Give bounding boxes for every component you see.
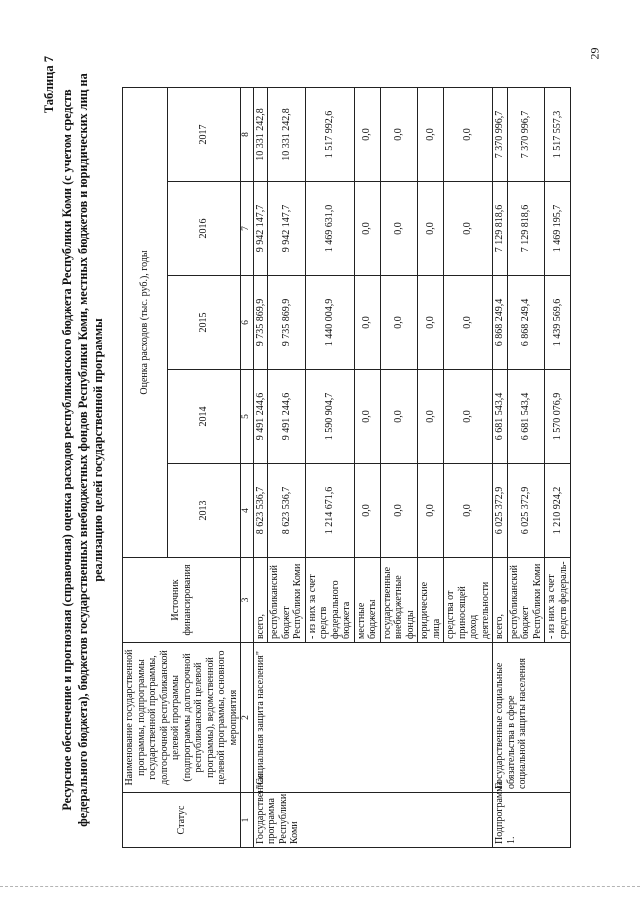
value-cell: 6 868 249,4 [507,276,545,370]
value-cell: 9 735 869,9 [268,276,306,370]
column-index: 3 [241,558,254,643]
status-cell: Подпрограмма 1. [493,793,571,848]
value-cell: 0,0 [418,87,444,181]
value-cell: 9 491 244,6 [268,370,306,464]
program-name-cell: Государственные социальные обязательства в сфере социальной защиты населения [493,643,571,793]
column-index: 5 [241,370,254,464]
value-cell: 6 025 372,9 [493,464,508,558]
value-cell: 0,0 [444,276,493,370]
source-cell: всего, [253,558,268,643]
value-cell: 0,0 [380,182,418,276]
column-index: 2 [241,643,254,793]
source-cell: республиканский бюджет Республики Коми [268,558,306,643]
source-cell: местные бюджеты [354,558,380,643]
value-cell: 7 129 818,6 [507,182,545,276]
value-cell: 0,0 [380,276,418,370]
value-cell: 6 025 372,9 [507,464,545,558]
value-cell: 9 491 244,6 [253,370,268,464]
column-index: 6 [241,276,254,370]
page-number: 29 [587,47,602,60]
value-cell: 1 590 904,7 [305,370,354,464]
value-cell: 9 735 869,9 [253,276,268,370]
value-cell: 6 868 249,4 [493,276,508,370]
scan-edge-line [0,886,640,887]
value-cell: 7 129 818,6 [493,182,508,276]
value-cell: 0,0 [444,464,493,558]
header-year: 2013 [168,464,241,558]
column-index: 7 [241,182,254,276]
value-cell: 1 517 557,3 [545,87,571,181]
value-cell: 10 331 242,8 [253,87,268,181]
header-year: 2015 [168,276,241,370]
value-cell: 0,0 [418,464,444,558]
header-year: 2016 [168,182,241,276]
rotated-landscape-content [30,40,630,860]
source-cell: - из них за счет средств федераль- [545,558,571,643]
value-cell: 1 517 992,6 [305,87,354,181]
table-label: Таблица 7 [42,56,56,114]
value-cell: 0,0 [444,182,493,276]
source-cell: средства от приносящей доход деятельности [444,558,493,643]
header-status: Статус [123,793,241,848]
source-cell: юридические лица [418,558,444,643]
value-cell: 1 439 569,6 [545,276,571,370]
value-cell: 0,0 [354,276,380,370]
column-index: 4 [241,464,254,558]
document-title: Ресурсное обеспечение и прогнозная (справочная) оценка расходов республиканского бюджета Республики Коми (с учетом средств федерального бюджета), бюджетов государственных внебюджетных фондов Республики Коми, местных бюджетов и юридических лиц на реализацию целей государственной программы [60,73,105,827]
value-cell: 8 623 536,7 [268,464,306,558]
header-name: Наименование государственной программы, подпрограммы государственной программы, долгосрочной республиканской целевой программы (подпрограммы долгосрочной республиканской целевой программы), ведомственной целевой программы, основного мероприятия [123,643,241,793]
value-cell: 10 331 242,8 [268,87,306,181]
value-cell: 1 214 671,6 [305,464,354,558]
value-cell: 1 210 924,2 [545,464,571,558]
source-cell: республиканский бюджет Республики Коми [507,558,545,643]
header-row [123,87,168,847]
value-cell: 0,0 [418,182,444,276]
status-cell: Государственная программа Республики Коми [253,793,493,848]
value-cell: 0,0 [418,370,444,464]
value-cell: 9 942 147,7 [253,182,268,276]
header-year: 2017 [168,87,241,181]
source-cell: государственные внебюджетные фонды [380,558,418,643]
source-cell: - из них за счет средств федерального бюджета [305,558,354,643]
table-row [493,87,508,847]
source-cell: всего, [493,558,508,643]
value-cell: 6 681 543,4 [493,370,508,464]
table-row [253,87,268,847]
value-cell: 0,0 [380,87,418,181]
budget-table [122,87,571,848]
header-estimate: Оценка расходов (тыс. руб.), годы [123,87,168,557]
value-cell: 0,0 [418,276,444,370]
value-cell: 0,0 [354,464,380,558]
value-cell: 0,0 [444,370,493,464]
value-cell: 1 469 631,0 [305,182,354,276]
header-source: Источник финансирования [123,558,241,643]
value-cell: 9 942 147,7 [268,182,306,276]
value-cell: 0,0 [354,182,380,276]
value-cell: 0,0 [354,87,380,181]
value-cell: 1 570 076,9 [545,370,571,464]
column-index: 1 [241,793,254,848]
value-cell: 6 681 543,4 [507,370,545,464]
value-cell: 8 623 536,7 [253,464,268,558]
header-year: 2014 [168,370,241,464]
program-name-cell: "Социальная защита населения" [253,643,493,793]
value-cell: 1 440 004,9 [305,276,354,370]
value-cell: 0,0 [354,370,380,464]
index-row [241,87,254,847]
value-cell: 0,0 [380,370,418,464]
value-cell: 1 469 195,7 [545,182,571,276]
value-cell: 7 370 996,7 [507,87,545,181]
value-cell: 0,0 [380,464,418,558]
column-index: 8 [241,87,254,181]
value-cell: 0,0 [444,87,493,181]
value-cell: 7 370 996,7 [493,87,508,181]
